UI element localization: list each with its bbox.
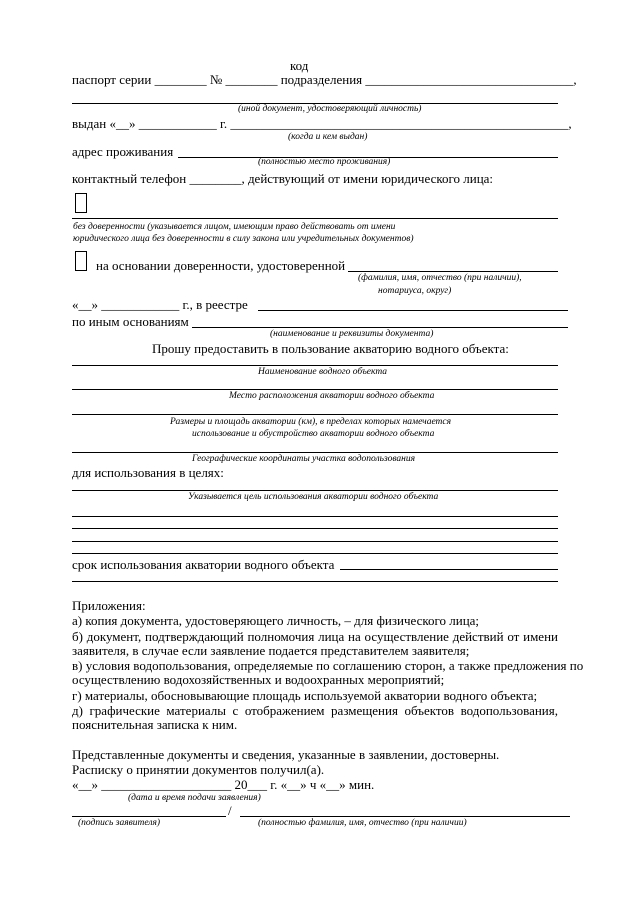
registry-field[interactable] <box>258 310 568 311</box>
signature-slash: / <box>228 803 232 818</box>
registry-line: «__» ____________ г., в реестре <box>72 297 248 312</box>
purpose-field-2[interactable] <box>72 516 558 517</box>
request-heading: Прошу предоставить в пользование акваторию водного объекта: <box>152 341 509 356</box>
address-caption: (полностью место проживания) <box>258 157 391 167</box>
purpose-field-5[interactable] <box>72 553 558 554</box>
without-poa-caption-1: без доверенности (указывается лицом, имеющим право действовать от имени <box>73 222 396 232</box>
without-poa-field[interactable] <box>72 218 558 219</box>
attachment-d-1: д) графические материалы с отображением размещения объектов водопользования, <box>72 703 558 718</box>
purpose-label: для использования в целях: <box>72 465 224 480</box>
term-field-2[interactable] <box>72 581 558 582</box>
size-caption-2: использование и обустройство акватории водного объекта <box>192 429 435 439</box>
poa-field[interactable] <box>348 271 558 272</box>
water-location-caption: Место расположения акватории водного объекта <box>229 391 435 401</box>
without-poa-checkbox[interactable] <box>75 193 87 213</box>
confirm-line: Представленные документы и сведения, указанные в заявлении, достоверны. <box>72 747 500 762</box>
attachment-v-1: в) условия водопользования, определяемые по соглашению сторон, а также предложения по <box>72 658 584 673</box>
phone-line: контактный телефон ________, действующий от имени юридического лица: <box>72 171 494 186</box>
without-poa-caption-2: юридического лица без доверенности в силу закона или учредительных документов) <box>73 234 414 244</box>
poa-caption-2: нотариуса, округ) <box>378 286 452 296</box>
coords-field[interactable] <box>72 452 558 453</box>
attachment-b-1: б) документ, подтверждающий полномочия лица на осуществление действий от имени <box>72 629 558 644</box>
fullname-field[interactable] <box>240 816 570 817</box>
other-grounds-field[interactable] <box>192 327 568 328</box>
size-field[interactable] <box>72 414 558 415</box>
poa-label: на основании доверенности, удостоверенной <box>96 258 346 273</box>
passport-line: паспорт серии ________ № ________ подразделения ________________________________, <box>72 72 577 87</box>
term-field[interactable] <box>340 569 558 570</box>
address-label: адрес проживания <box>72 144 174 159</box>
attachment-v-2: осуществлению водохозяйственных и водоохранных мероприятий; <box>72 672 445 687</box>
purpose-field-4[interactable] <box>72 541 558 542</box>
water-location-field[interactable] <box>72 389 558 390</box>
water-name-field[interactable] <box>72 365 558 366</box>
attachment-b-2: заявителя, в случае если заявление подается представителем заявителя; <box>72 643 470 658</box>
signature-field[interactable] <box>72 816 226 817</box>
attachment-d-2: пояснительная записка к ним. <box>72 717 238 732</box>
purpose-caption: Указывается цель использования акватории водного объекта <box>188 492 439 502</box>
code-label: код <box>290 58 309 73</box>
date-line: «__» ____________________ 20___ г. «__» ч «__» мин. <box>72 777 375 792</box>
coords-caption: Географические координаты участка водопользования <box>192 454 416 464</box>
purpose-field-3[interactable] <box>72 528 558 529</box>
size-caption-1: Размеры и площадь акватории (км), в пределах которых намечается <box>170 417 452 427</box>
other-grounds-label: по иным основаниям <box>72 314 189 329</box>
purpose-field-1[interactable] <box>72 490 558 491</box>
receipt-line: Расписку о принятии документов получил(а). <box>72 762 325 777</box>
attachment-a: а) копия документа, удостоверяющего личность, – для физического лица; <box>72 613 480 628</box>
issued-caption: (когда и кем выдан) <box>288 132 368 142</box>
attachment-g: г) материалы, обосновывающие площадь используемой акватории водного объекта; <box>72 688 538 703</box>
attachments-title: Приложения: <box>72 598 146 613</box>
with-poa-checkbox[interactable] <box>75 251 87 271</box>
signature-caption: (подпись заявителя) <box>78 818 161 828</box>
other-doc-caption: (иной документ, удостоверяющий личность) <box>238 104 422 114</box>
other-grounds-caption: (наименование и реквизиты документа) <box>270 329 434 339</box>
issued-line: выдан «__» ____________ г. ____________________________________________________, <box>72 116 572 131</box>
fullname-caption: (полностью фамилия, имя, отчество (при наличии) <box>258 818 467 828</box>
water-name-caption: Наименование водного объекта <box>258 367 388 377</box>
date-caption: (дата и время подачи заявления) <box>128 793 261 803</box>
term-label: срок использования акватории водного объекта <box>72 557 335 572</box>
poa-caption-1: (фамилия, имя, отчество (при наличии), <box>358 273 522 283</box>
